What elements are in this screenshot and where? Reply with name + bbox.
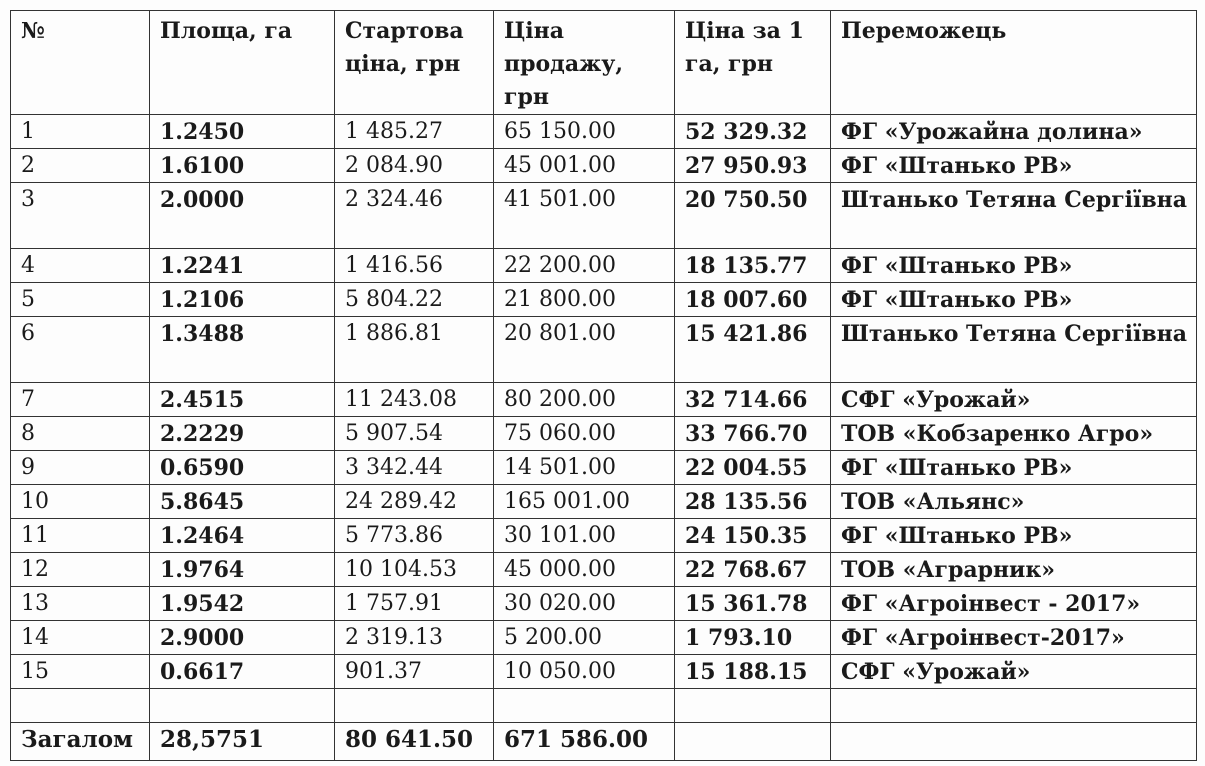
table-header-row <box>11 11 1197 115</box>
cell-start-price: 1 757.91 <box>335 587 494 621</box>
table-row <box>11 417 1197 451</box>
cell-area: 2.2229 <box>150 417 335 451</box>
empty-cell <box>494 689 675 723</box>
header-area: Площа, га <box>150 11 335 115</box>
empty-cell <box>831 689 1197 723</box>
cell-number: 10 <box>11 485 150 519</box>
cell-winner: ТОВ «Аграрник» <box>831 553 1197 587</box>
empty-cell <box>675 689 831 723</box>
cell-start-price: 11 243.08 <box>335 383 494 417</box>
cell-winner: ТОВ «Альянс» <box>831 485 1197 519</box>
table-row <box>11 519 1197 553</box>
cell-winner: СФГ «Урожай» <box>831 383 1197 417</box>
cell-number: 4 <box>11 249 150 283</box>
cell-price-per-ha: 32 714.66 <box>675 383 831 417</box>
cell-price-per-ha: 1 793.10 <box>675 621 831 655</box>
cell-area: 0.6617 <box>150 655 335 689</box>
cell-price-per-ha: 20 750.50 <box>675 183 831 249</box>
cell-number: 5 <box>11 283 150 317</box>
cell-winner: ТОВ «Кобзаренко Агро» <box>831 417 1197 451</box>
cell-area: 1.2241 <box>150 249 335 283</box>
empty-cell <box>11 689 150 723</box>
cell-winner: ФГ «Агроінвест - 2017» <box>831 587 1197 621</box>
table-row <box>11 183 1197 249</box>
cell-sale-price: 65 150.00 <box>494 115 675 149</box>
cell-number: 15 <box>11 655 150 689</box>
cell-number: 7 <box>11 383 150 417</box>
cell-start-price: 5 907.54 <box>335 417 494 451</box>
cell-number: 9 <box>11 451 150 485</box>
table-row <box>11 451 1197 485</box>
cell-start-price: 2 084.90 <box>335 149 494 183</box>
total-row <box>11 723 1197 761</box>
cell-sale-price: 20 801.00 <box>494 317 675 383</box>
cell-number: 3 <box>11 183 150 249</box>
total-start-price: 80 641.50 <box>335 723 494 761</box>
cell-sale-price: 22 200.00 <box>494 249 675 283</box>
cell-start-price: 5 804.22 <box>335 283 494 317</box>
table-row <box>11 383 1197 417</box>
cell-winner: ФГ «Штанько РВ» <box>831 519 1197 553</box>
table-row <box>11 485 1197 519</box>
cell-area: 1.2450 <box>150 115 335 149</box>
cell-sale-price: 80 200.00 <box>494 383 675 417</box>
cell-winner: Штанько Тетяна Сергіївна <box>831 183 1197 249</box>
cell-sale-price: 5 200.00 <box>494 621 675 655</box>
cell-number: 11 <box>11 519 150 553</box>
header-start-price: Стартова ціна, грн <box>335 11 494 115</box>
cell-number: 6 <box>11 317 150 383</box>
blank-row <box>11 689 1197 723</box>
header-number: № <box>11 11 150 115</box>
cell-price-per-ha: 24 150.35 <box>675 519 831 553</box>
empty-cell <box>335 689 494 723</box>
cell-area: 1.9764 <box>150 553 335 587</box>
cell-sale-price: 45 001.00 <box>494 149 675 183</box>
table-row <box>11 317 1197 383</box>
cell-start-price: 24 289.42 <box>335 485 494 519</box>
cell-sale-price: 30 101.00 <box>494 519 675 553</box>
cell-start-price: 2 319.13 <box>335 621 494 655</box>
table-row <box>11 587 1197 621</box>
cell-sale-price: 21 800.00 <box>494 283 675 317</box>
cell-winner: ФГ «Агроінвест-2017» <box>831 621 1197 655</box>
cell-price-per-ha: 22 768.67 <box>675 553 831 587</box>
cell-price-per-ha: 18 135.77 <box>675 249 831 283</box>
empty-cell <box>150 689 335 723</box>
table-row <box>11 283 1197 317</box>
cell-area: 1.9542 <box>150 587 335 621</box>
cell-area: 1.6100 <box>150 149 335 183</box>
cell-area: 1.3488 <box>150 317 335 383</box>
header-price-per-ha: Ціна за 1 га, грн <box>675 11 831 115</box>
total-area: 28,5751 <box>150 723 335 761</box>
cell-area: 2.4515 <box>150 383 335 417</box>
cell-start-price: 1 886.81 <box>335 317 494 383</box>
cell-start-price: 1 416.56 <box>335 249 494 283</box>
cell-price-per-ha: 22 004.55 <box>675 451 831 485</box>
cell-winner: ФГ «Штанько РВ» <box>831 149 1197 183</box>
cell-number: 2 <box>11 149 150 183</box>
cell-sale-price: 75 060.00 <box>494 417 675 451</box>
cell-number: 13 <box>11 587 150 621</box>
header-sale-price: Ціна продажу, грн <box>494 11 675 115</box>
cell-price-per-ha: 15 421.86 <box>675 317 831 383</box>
cell-start-price: 3 342.44 <box>335 451 494 485</box>
table-row <box>11 655 1197 689</box>
table-row <box>11 149 1197 183</box>
cell-winner: Штанько Тетяна Сергіївна <box>831 317 1197 383</box>
cell-sale-price: 30 020.00 <box>494 587 675 621</box>
cell-price-per-ha: 28 135.56 <box>675 485 831 519</box>
cell-start-price: 10 104.53 <box>335 553 494 587</box>
cell-price-per-ha: 15 188.15 <box>675 655 831 689</box>
cell-area: 1.2106 <box>150 283 335 317</box>
cell-sale-price: 165 001.00 <box>494 485 675 519</box>
cell-winner: ФГ «Штанько РВ» <box>831 249 1197 283</box>
cell-price-per-ha: 27 950.93 <box>675 149 831 183</box>
empty-cell <box>831 723 1197 761</box>
cell-area: 0.6590 <box>150 451 335 485</box>
cell-start-price: 901.37 <box>335 655 494 689</box>
empty-cell <box>675 723 831 761</box>
cell-winner: ФГ «Штанько РВ» <box>831 451 1197 485</box>
table-row <box>11 553 1197 587</box>
total-label: Загалом <box>11 723 150 761</box>
cell-winner: ФГ «Штанько РВ» <box>831 283 1197 317</box>
cell-number: 14 <box>11 621 150 655</box>
total-sale-price: 671 586.00 <box>494 723 675 761</box>
cell-sale-price: 14 501.00 <box>494 451 675 485</box>
cell-sale-price: 10 050.00 <box>494 655 675 689</box>
table-row <box>11 249 1197 283</box>
cell-number: 1 <box>11 115 150 149</box>
auction-results-table <box>10 10 1197 761</box>
cell-price-per-ha: 33 766.70 <box>675 417 831 451</box>
cell-sale-price: 45 000.00 <box>494 553 675 587</box>
cell-number: 12 <box>11 553 150 587</box>
cell-start-price: 5 773.86 <box>335 519 494 553</box>
cell-start-price: 1 485.27 <box>335 115 494 149</box>
cell-sale-price: 41 501.00 <box>494 183 675 249</box>
cell-area: 5.8645 <box>150 485 335 519</box>
cell-winner: СФГ «Урожай» <box>831 655 1197 689</box>
cell-start-price: 2 324.46 <box>335 183 494 249</box>
cell-winner: ФГ «Урожайна долина» <box>831 115 1197 149</box>
cell-area: 2.9000 <box>150 621 335 655</box>
cell-number: 8 <box>11 417 150 451</box>
cell-area: 2.0000 <box>150 183 335 249</box>
table-body <box>11 115 1197 761</box>
cell-price-per-ha: 52 329.32 <box>675 115 831 149</box>
table-row <box>11 115 1197 149</box>
cell-area: 1.2464 <box>150 519 335 553</box>
header-winner: Переможець <box>831 11 1197 115</box>
cell-price-per-ha: 18 007.60 <box>675 283 831 317</box>
cell-price-per-ha: 15 361.78 <box>675 587 831 621</box>
table-row <box>11 621 1197 655</box>
